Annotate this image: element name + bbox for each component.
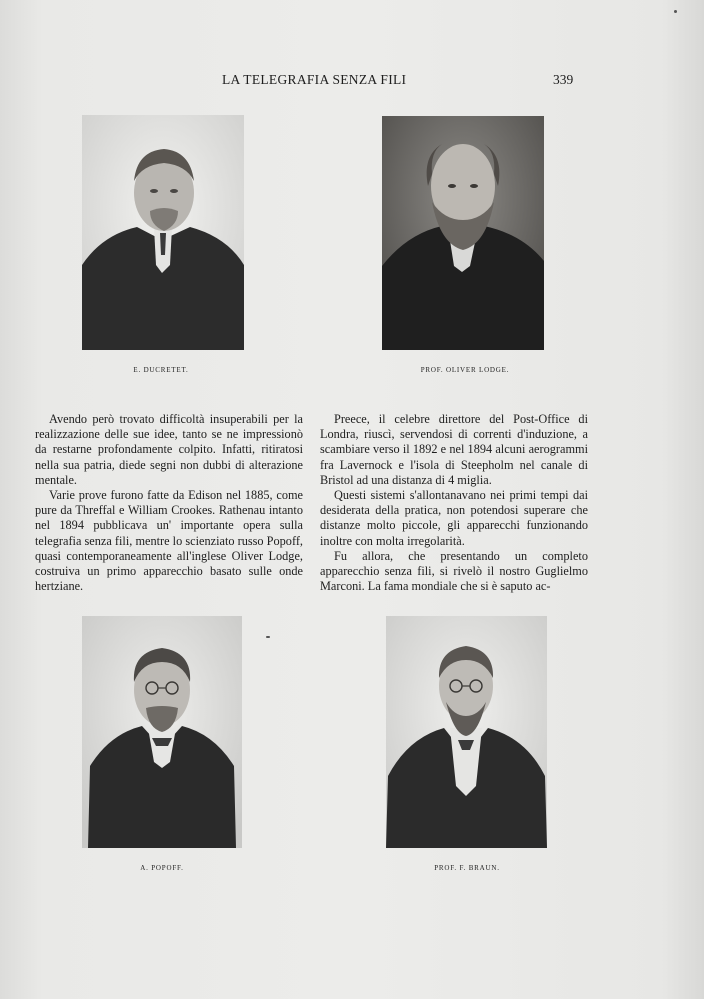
paragraph: Questi sistemi s'allontanavano nei primi tempi dai desiderata della pratica, non potendosi superare che distanze molto piccole, gli apparecchi funzionando inoltre con molta irregolarità. [320,488,588,548]
caption-lodge: PROF. OLIVER LODGE. [420,366,510,374]
caption-braun: PROF. F. BRAUN. [434,864,500,872]
running-title: LA TELEGRAFIA SENZA FILI [222,72,407,87]
paragraph: Varie prove furono fatte da Edison nel 1885, come pure da Threffal e William Crookes. Rathenau intanto nel 1894 pubblicava un' importante opera sulla telegrafia senza fili, mentre lo scienziato russo Popoff, quasi contemporaneamente all'inglese Oliver Lodge, costruiva un primo apparecchio basato sulle onde hertziane. [35,488,303,594]
paper-speck [266,636,270,638]
caption-popoff: A. POPOFF. [140,864,184,872]
paragraph: Preece, il celebre direttore del Post-Office di Londra, riuscì, servendosi di correnti d'induzione, a scambiare verso il 1892 e nel 1894 alcuni aerogrammi fra Lavernock e l'isola di Steepholm nel canale di Bristol ad una distanza di 4 miglia. [320,412,588,487]
portrait-popoff [82,616,242,848]
text-column-right [320,412,588,594]
portrait-lodge [382,116,544,350]
text-column-left [35,412,303,594]
portrait-ducretet [82,115,244,350]
page-number: 339 [553,72,574,87]
paragraph: Fu allora, che presentando un completo apparecchio senza fili, si rivelò il nostro Guglielmo Marconi. La fama mondiale che si è saputo ac- [320,548,588,594]
caption-ducretet: E. DUCRETET. [133,366,189,374]
paper-speck [674,10,677,13]
paragraph: Avendo però trovato difficoltà insuperabili per la realizzazione delle sue idee, tanto se ne impressionò da restarne profondamente colpito. Infatti, ritiratosi nella sua patria, diede segni non dubbi di alterazione mentale. [35,412,303,487]
portrait-braun [386,616,547,848]
